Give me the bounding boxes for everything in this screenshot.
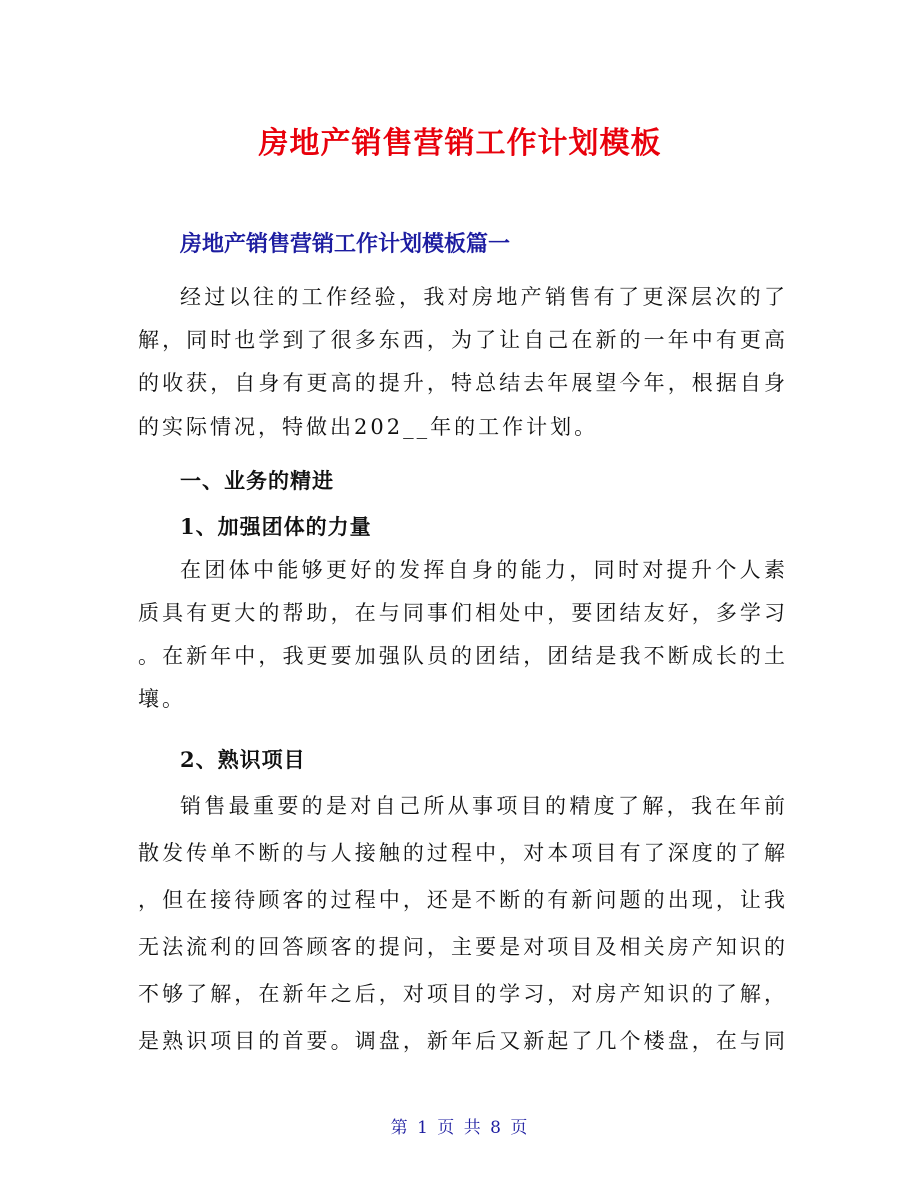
paragraph-line: 的实际情况，特做出202__年的工作计划。 <box>138 415 599 439</box>
paragraph-line: 解，同时也学到了很多东西，为了让自己在新的一年中有更高 <box>138 328 785 352</box>
document-title: 房地产销售营销工作计划模板 <box>258 126 662 161</box>
heading-project: 2、熟识项目 <box>180 747 306 772</box>
paragraph-line: 。在新年中，我更要加强队员的团结，团结是我不断成长的土 <box>138 644 785 668</box>
paragraph-line: 质具有更大的帮助，在与同事们相处中，要团结友好，多学习 <box>138 601 785 625</box>
paragraph-line: 销售最重要的是对自己所从事项目的精度了解，我在年前 <box>180 794 785 818</box>
paragraph-line: 无法流利的回答顾客的提问，主要是对项目及相关房产知识的 <box>138 935 785 959</box>
paragraph-line: 经过以往的工作经验，我对房地产销售有了更深层次的了 <box>180 285 785 309</box>
paragraph-line: 是熟识项目的首要。调盘，新年后又新起了几个楼盘，在与同 <box>138 1029 785 1053</box>
paragraph-line: 在团体中能够更好的发挥自身的能力，同时对提升个人素 <box>180 558 785 582</box>
page-number: 第 1 页 共 8 页 <box>390 1118 530 1138</box>
paragraph-line: 壤。 <box>138 687 186 711</box>
heading-business: 一、业务的精进 <box>180 468 334 493</box>
section-title: 房地产销售营销工作计划模板篇一 <box>180 232 511 257</box>
paragraph-line: 的收获，自身有更高的提升，特总结去年展望今年，根据自身 <box>138 371 785 395</box>
paragraph-line: 不够了解，在新年之后，对项目的学习，对房产知识的了解， <box>138 982 785 1006</box>
paragraph-line: 散发传单不断的与人接触的过程中，对本项目有了深度的了解 <box>138 841 785 865</box>
heading-team: 1、加强团体的力量 <box>180 514 372 539</box>
paragraph-line: ，但在接待顾客的过程中，还是不断的有新问题的出现，让我 <box>138 888 785 912</box>
